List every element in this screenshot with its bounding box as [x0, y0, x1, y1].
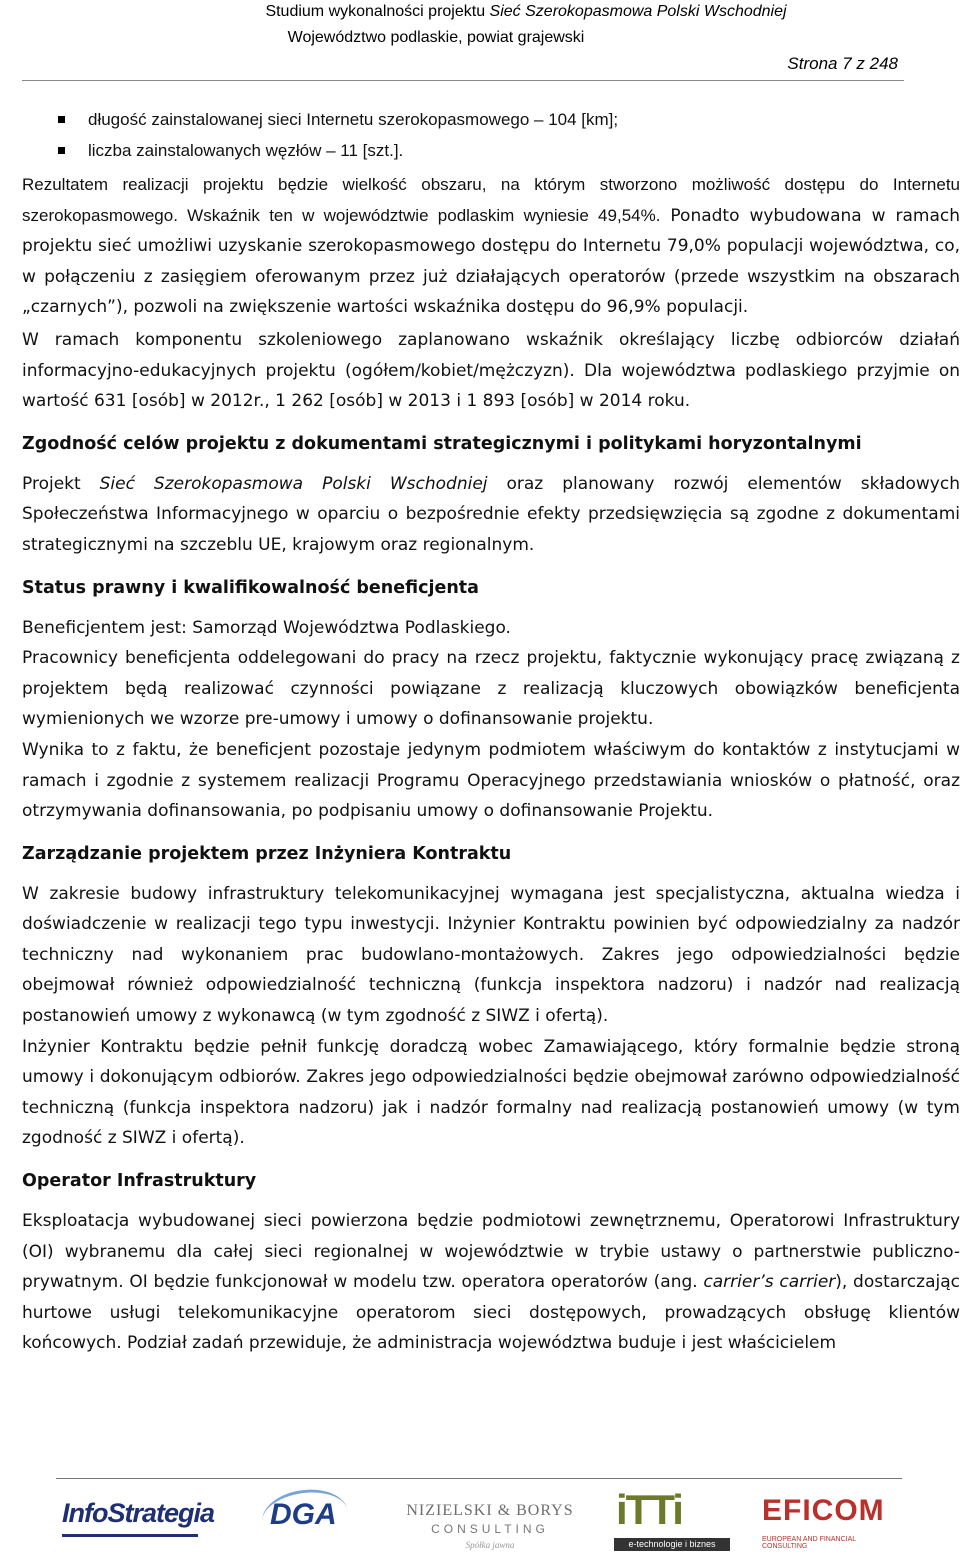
dga-logo — [256, 1484, 356, 1554]
footer-divider — [56, 1478, 902, 1479]
footer-logos — [56, 1484, 902, 1554]
paragraph-engineer-role: Inżynier Kontraktu będzie pełnił funkcję doradczą wobec Zamawiającego, który formalnie będzie stroną umowy i dokonującym odbiorów. Zakres jego odpowiedzialności będzie obejmował zarówno odpowiedzialność techniczną (funkcja inspektora nadzoru) jak i nadzór formalny nad realizacją postanowień umowy (w tym zgodność z SIWZ i ofertą). — [22, 1036, 960, 1149]
list-item-text: długość zainstalowanej sieci Internetu szerokopasmowego – 104 [km]; — [88, 110, 619, 129]
indicator-list — [22, 104, 960, 166]
list-item — [22, 104, 960, 135]
nizielski-logo-tagline: Spółka jawna — [465, 1540, 515, 1550]
nizielski-logo-text: NIZIELSKI & BORYS — [406, 1502, 574, 1519]
paragraph-training: W ramach komponentu szkoleniowego zaplanowano wskaźnik określający liczbę odbiorców działań informacyjno-edukacyjnych projektu (ogółem/kobiet/mężczyzn). Dla województwa podlaskiego przyjmie on wartość 631 [osób] w 2012r., 1 262 [osób] w 2013 i 1 893 [osób] w 2014 roku. — [22, 329, 960, 412]
header-project-name: Sieć Szerokopasmowa Polski Wschodniej — [489, 3, 787, 20]
paragraph-beneficiary: Beneficjentem jest: Samorząd Województwa Podlaskiego. — [22, 617, 511, 638]
list-item-text: liczba zainstalowanych węzłów – 11 [szt.]. — [88, 141, 404, 160]
document-body — [22, 104, 960, 1359]
paragraph-operator — [22, 1206, 960, 1359]
header-study-title — [206, 2, 846, 22]
page-header — [0, 0, 960, 86]
text-span: Projekt — [22, 473, 100, 494]
paragraph-strategy — [22, 469, 960, 561]
section-heading-strategy: Zgodność celów projektu z dokumentami strategicznymi i politykami horyzontalnymi — [22, 433, 862, 454]
itti-logo — [610, 1484, 730, 1554]
header-region: Województwo podlaskie, powiat grajewski — [287, 29, 585, 46]
eficom-logo-text: EFICOM — [762, 1494, 885, 1527]
carriers-carrier-italic: carrier’s carrier — [703, 1272, 836, 1293]
itti-logo-text: iTTi — [616, 1486, 682, 1533]
section-heading-contract-engineer: Zarządzanie projektem przez Inżyniera Kontraktu — [22, 843, 512, 864]
page-number: Strona 7 z 248 — [787, 54, 898, 73]
paragraph-staff: Pracownicy beneficjenta oddelegowani do pracy na rzecz projektu, faktycznie wykonujący pracę związaną z projektem będą realizować czynności powiązane z realizacją kluczowych obowiązków beneficjenta wymienionych we wzorze pre-umowy i umowy o dofinansowanie projektu. — [22, 648, 960, 730]
paragraph-contacts: Wynika to z faktu, że beneficjent pozostaje jedynym podmiotem właściwym do kontaktów z instytucjami w ramach i zgodnie z systemem realizacji Programu Operacyjnego przedstawiania wniosków o płatność, oraz otrzymywania dofinansowania, po podpisaniu umowy o dofinansowanie Projektu. — [22, 739, 960, 822]
paragraph-results — [22, 170, 960, 323]
eficom-logo — [756, 1484, 902, 1554]
section-heading-legal-status: Status prawny i kwalifikowalność beneficjenta — [22, 577, 479, 598]
list-item — [22, 135, 960, 166]
header-study-prefix: Studium wykonalności projektu — [265, 3, 490, 20]
nizielski-logo-subtext: CONSULTING — [431, 1522, 549, 1536]
header-divider — [22, 80, 904, 81]
section-heading-operator: Operator Infrastruktury — [22, 1171, 257, 1192]
text-span: oraz planowany rozwój elementów składowych Społeczeństwa Informacyjnego w oparciu o bezpośrednie efekty przedsięwzięcia są zgodne z dokumentami strategicznymi na szczeblu UE, krajowym oraz regionalnym. — [22, 473, 960, 555]
infostrategia-logo-text: InfoStrategia — [62, 1498, 215, 1528]
itti-logo-tagline: e-technologie i biznes — [614, 1538, 730, 1551]
paragraph-engineer-scope: W zakresie budowy infrastruktury telekomunikacyjnej wymagana jest specjalistyczna, aktualna wiedza i doświadczenie w realizacji tego typu inwestycji. Inżynier Kontraktu powinien być odpowiedzialny za nadzór techniczny nad wykonaniem prac budowlano-montażowych. Zakres jego odpowiedzialności będzie obejmował również odpowiedzialność techniczną (funkcja inspektora nadzoru) i nadzór nad realizacją postanowień umowy z wykonawcą (w tym zgodność z SIWZ i ofertą). — [22, 883, 960, 1027]
dga-logo-text: DGA — [270, 1498, 337, 1531]
text-span: ), dostarczając hurtowe usługi telekomunikacyjne operatorom sieci dostępowych, prowadzących obsługę klientów końcowych. Podział zadań przewiduje, że administracja województwa buduje i jest właścicielem — [22, 1272, 960, 1354]
bullet-square-icon — [58, 147, 65, 154]
paragraph-results-part1: Rezultatem realizacji projektu będzie wielkość obszaru, na którym stworzono możliwość dostępu do Internetu szerokopasmowego. Wskaźnik ten w województwie podlaskim wyniesie 49,54%. — [22, 175, 960, 225]
nizielski-borys-logo — [406, 1484, 574, 1554]
project-name-italic: Sieć Szerokopasmowa Polski Wschodniej — [99, 473, 488, 494]
bullet-square-icon — [58, 116, 65, 123]
infostrategia-logo — [56, 1484, 215, 1554]
text-span: Eksploatacja wybudowanej sieci powierzona będzie podmiotowi zewnętrznemu, Operatorowi Infrastruktury (OI) wybranemu dla całej sieci regionalnej w województwie w trybie ustawy o partnerstwie publiczno-prywatnym. OI będzie funkcjonował w modelu tzw. operatora operatorów (ang. — [22, 1211, 960, 1293]
paragraph-results-part2: Ponadto wybudowana w ramach projektu sieć umożliwi uzyskanie szerokopasmowego dostępu do Internetu 79,0% populacji województwa, co, w połączeniu z zasięgiem oferowanym przez już działających operatorów (przede wszystkim na obszarach „czarnych”), pozwoli na zwiększenie wartości wskaźnika dostępu do 96,9% populacji. — [22, 205, 960, 318]
logo-underline — [62, 1534, 198, 1537]
eficom-logo-tagline: EUROPEAN AND FINANCIAL CONSULTING — [762, 1536, 856, 1550]
